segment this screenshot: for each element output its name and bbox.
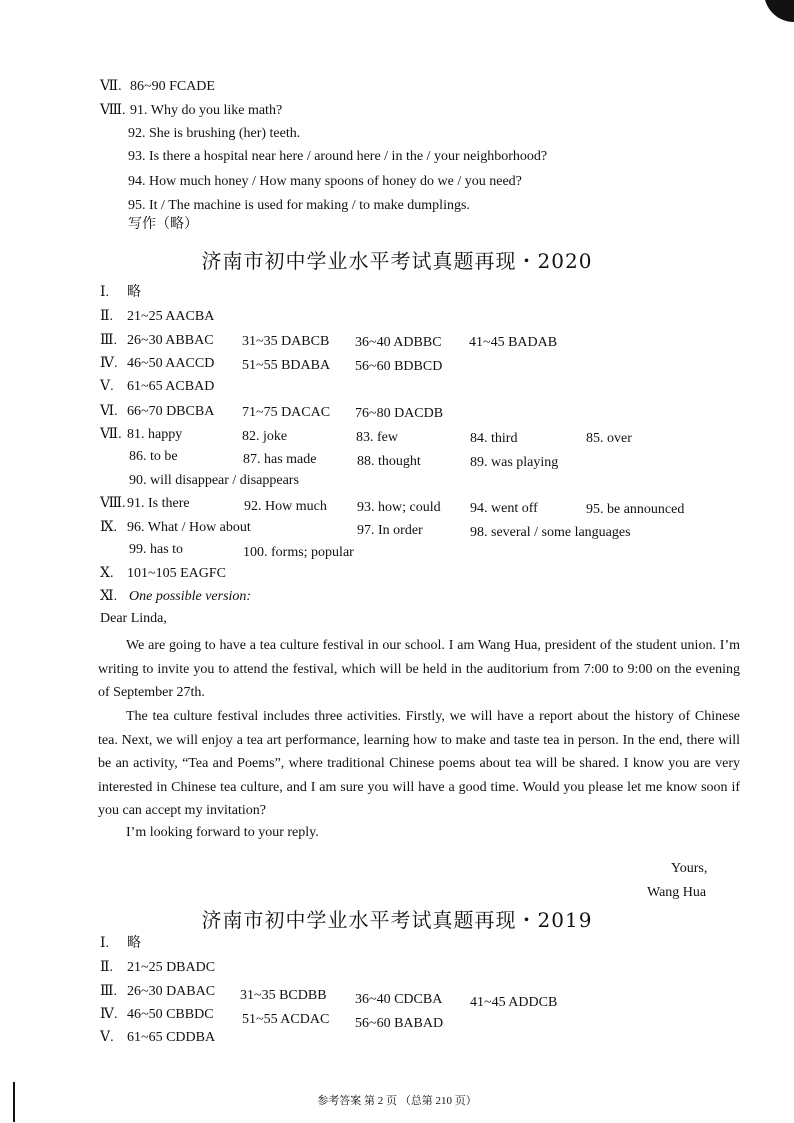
section-title-2020: 济南市初中学业水平考试真题再现・2020	[201, 249, 593, 273]
letter-paragraph-2-text: The tea culture festival includes three activities. Firstly, we will have a report about the history of Chinese tea. Next, we will enjoy a tea art performance, learning how to make and taste tea in person. In the end, there will be an activity, “Tea and Poems”, where traditional Chinese poems about tea will be shared. I know you are very interested in Chinese tea culture, and I am sure you will have a good time. Would you please let me know soon if you can accept my invitation?	[98, 709, 740, 818]
letter-greeting: Dear Linda,	[100, 611, 167, 626]
answer-91-2020: 91. Is there	[127, 496, 190, 511]
answer-31-35: 31~35 DABCB	[242, 334, 330, 349]
roman-1: Ⅰ.	[100, 285, 110, 300]
answer-95: 95. It / The machine is used for making / to make dumplings.	[128, 198, 470, 213]
roman-4-2019: Ⅳ.	[100, 1007, 118, 1022]
answer-87: 87. has made	[243, 452, 317, 467]
answer-21-25-2019: 21~25 DBADC	[127, 960, 216, 975]
answer-46-50-2019: 46~50 CBBDC	[127, 1007, 214, 1022]
answer-89: 89. was playing	[470, 455, 559, 470]
answer-81: 81. happy	[127, 427, 183, 442]
sample-version-label: One possible version:	[129, 589, 252, 604]
roman-1-2019: Ⅰ.	[100, 936, 110, 951]
answer-part-1-2019: 略	[127, 936, 141, 951]
roman-2-2019: Ⅱ.	[100, 960, 114, 975]
roman-6: Ⅵ.	[100, 404, 118, 419]
answer-88: 88. thought	[357, 454, 421, 469]
roman-7: Ⅶ.	[100, 79, 122, 94]
answer-36-40-2019: 36~40 CDCBA	[355, 992, 443, 1007]
writing-note: 写作（略）	[128, 217, 198, 232]
answer-71-75: 71~75 DACAC	[242, 405, 331, 420]
answer-91: 91. Why do you like math?	[130, 103, 283, 118]
answer-94: 94. How much honey / How many spoons of honey do we / you need?	[128, 174, 522, 189]
answer-51-55-2019: 51~55 ACDAC	[242, 1012, 330, 1027]
section-title-2019: 济南市初中学业水平考试真题再现・2019	[201, 908, 593, 932]
roman-3: Ⅲ.	[100, 333, 118, 348]
letter-closing: Yours,	[671, 861, 708, 876]
answer-61-65: 61~65 ACBAD	[127, 379, 215, 394]
answer-93: 93. Is there a hospital near here / around here / in the / your neighborhood?	[128, 149, 548, 164]
answer-97: 97. In order	[357, 523, 423, 538]
roman-3-2019: Ⅲ.	[100, 984, 118, 999]
answer-98: 98. several / some languages	[470, 525, 631, 540]
roman-8-2020: Ⅷ.	[100, 496, 126, 511]
answer-46-50: 46~50 AACCD	[127, 356, 215, 371]
answer-36-40: 36~40 ADBBC	[355, 335, 442, 350]
answer-66-70: 66~70 DBCBA	[127, 404, 215, 419]
answer-100: 100. forms; popular	[243, 545, 354, 560]
answer-31-35-2019: 31~35 BCDBB	[240, 988, 327, 1003]
roman-9: Ⅸ.	[100, 520, 118, 535]
answer-92: 92. She is brushing (her) teeth.	[128, 126, 301, 141]
page-footer: 参考答案 第 2 页 （总第 210 页）	[317, 1095, 477, 1107]
answer-26-30-2019: 26~30 DABAC	[127, 984, 216, 999]
scan-corner-shadow	[764, 0, 794, 22]
roman-8: Ⅷ.	[100, 103, 126, 118]
answer-56-60: 56~60 BDBCD	[355, 359, 443, 374]
letter-paragraph-1	[98, 634, 740, 705]
answer-94-2020: 94. went off	[470, 501, 538, 516]
roman-7-2020: Ⅶ.	[100, 427, 122, 442]
answer-86-90: 86~90 FCADE	[130, 79, 215, 94]
answer-85: 85. over	[586, 431, 632, 446]
answer-86: 86. to be	[129, 449, 178, 464]
answer-41-45: 41~45 BADAB	[469, 335, 558, 350]
answer-82: 82. joke	[242, 429, 288, 444]
answer-26-30: 26~30 ABBAC	[127, 333, 214, 348]
answer-92-2020: 92. How much	[244, 499, 327, 514]
answer-84: 84. third	[470, 431, 518, 446]
answer-83: 83. few	[356, 430, 398, 445]
roman-5: Ⅴ.	[100, 379, 114, 394]
answer-95-2020: 95. be announced	[586, 502, 685, 517]
answer-56-60-2019: 56~60 BABAD	[355, 1016, 444, 1031]
answer-101-105: 101~105 EAGFC	[127, 566, 226, 581]
answer-part-1: 略	[127, 285, 141, 300]
roman-4: Ⅳ.	[100, 356, 118, 371]
answer-41-45-2019: 41~45 ADDCB	[470, 995, 558, 1010]
roman-10: Ⅹ.	[100, 566, 114, 581]
answer-61-65-2019: 61~65 CDDBA	[127, 1030, 216, 1045]
answer-99: 99. has to	[129, 542, 184, 557]
answer-76-80: 76~80 DACDB	[355, 406, 444, 421]
letter-signature: Wang Hua	[647, 885, 707, 900]
answer-96: 96. What / How about	[127, 520, 251, 535]
answer-51-55: 51~55 BDABA	[242, 358, 331, 373]
letter-paragraph-3: I’m looking forward to your reply.	[126, 825, 319, 840]
answer-93-2020: 93. how; could	[357, 500, 441, 515]
letter-paragraph-2	[98, 705, 740, 823]
answer-90: 90. will disappear / disappears	[129, 473, 299, 488]
roman-5-2019: Ⅴ.	[100, 1030, 114, 1045]
letter-paragraph-1-text: We are going to have a tea culture festival in our school. I am Wang Hua, president of the student union. I’m writing to invite you to attend the festival, which will be held in the auditorium from 7:00 to 9:00 on the evening of September 27th.	[98, 638, 740, 700]
roman-11: Ⅺ.	[100, 589, 118, 604]
roman-2: Ⅱ.	[100, 309, 114, 324]
answer-21-25: 21~25 AACBA	[127, 309, 215, 324]
